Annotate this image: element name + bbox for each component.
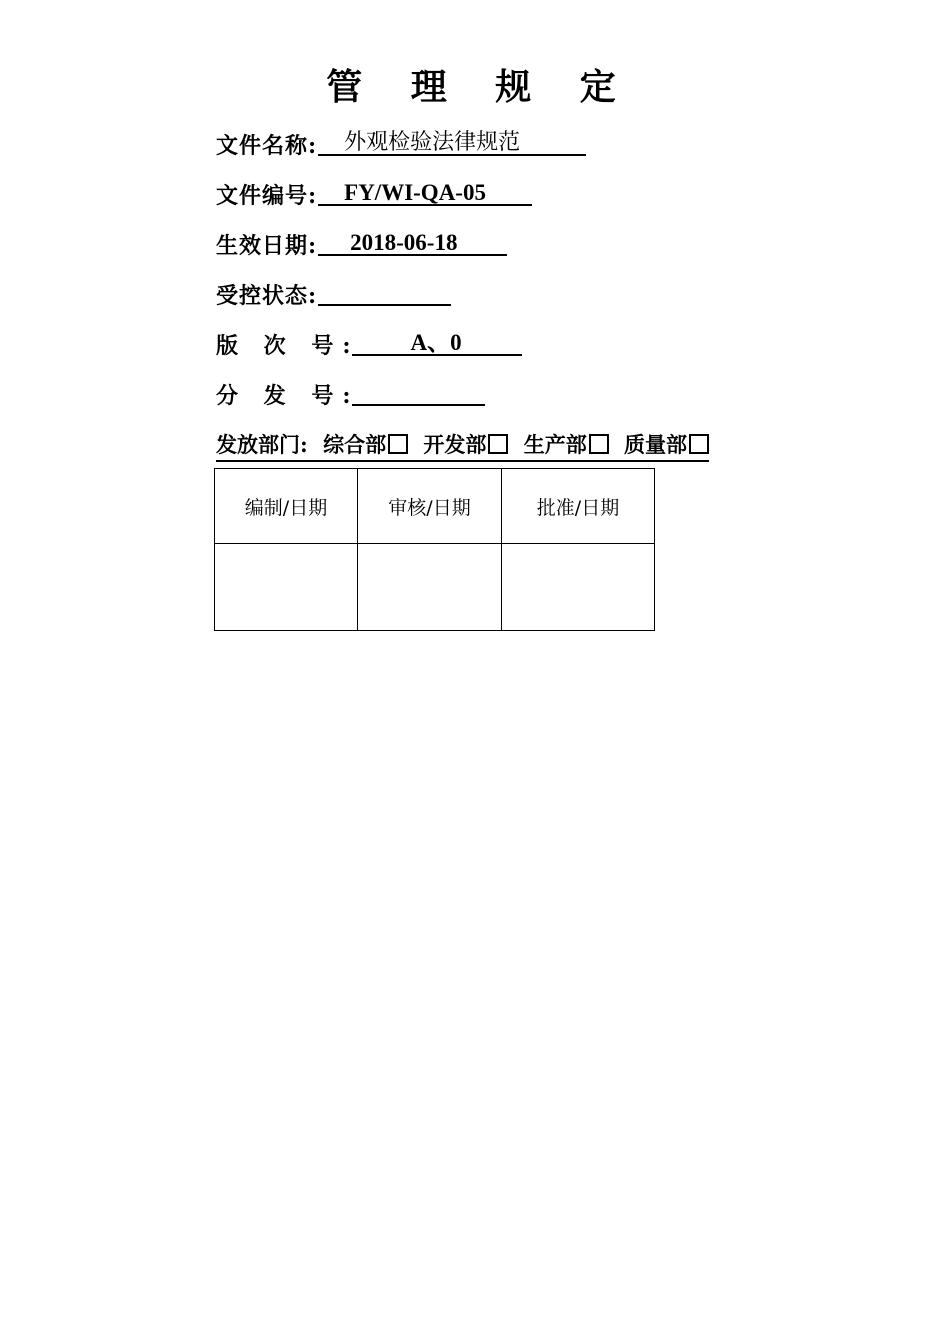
cell-prepared[interactable] <box>215 544 358 631</box>
field-label: 文件名称 <box>216 133 309 159</box>
dept-label: 生产部 <box>523 432 587 457</box>
field-colon: : <box>342 383 351 409</box>
checkbox-development[interactable] <box>488 434 508 454</box>
dept-quality <box>624 432 709 457</box>
field-label: 版 次 号 <box>216 333 343 359</box>
header-approved-date: 批准/日期 <box>502 469 655 544</box>
field-label: 受控状态 <box>216 283 309 309</box>
document-title: 管 理 规 定 <box>326 67 634 108</box>
field-colon: : <box>308 183 317 209</box>
distribution-label: 发放部门: <box>216 432 308 457</box>
document-number-value: FY/WI-QA-05 <box>318 180 532 206</box>
version-number-value: A、0 <box>352 330 522 356</box>
document-name-value: 外观检验法律规范 <box>318 130 586 156</box>
distribution-departments <box>216 430 709 462</box>
field-distribution-number <box>216 380 485 412</box>
table-header-row <box>215 469 655 544</box>
field-document-name <box>216 130 586 162</box>
cell-approved[interactable] <box>502 544 655 631</box>
checkbox-quality[interactable] <box>689 434 709 454</box>
dept-label: 综合部 <box>323 432 387 457</box>
dept-development <box>423 432 508 457</box>
effective-date-value: 2018-06-18 <box>318 230 507 256</box>
field-document-number <box>216 180 532 212</box>
distribution-number-value <box>352 380 485 406</box>
checkbox-general[interactable] <box>388 434 408 454</box>
control-status-value <box>318 280 451 306</box>
field-colon: : <box>308 233 317 259</box>
dept-production <box>524 432 609 457</box>
dept-general <box>323 432 408 457</box>
field-label: 分 发 号 <box>216 383 343 409</box>
field-version-number <box>216 330 522 362</box>
field-colon: : <box>308 133 317 159</box>
field-colon: : <box>308 283 317 309</box>
checkbox-production[interactable] <box>589 434 609 454</box>
header-prepared-date: 编制/日期 <box>215 469 358 544</box>
signature-table <box>214 468 655 631</box>
dept-label: 开发部 <box>423 432 487 457</box>
header-reviewed-date: 审核/日期 <box>358 469 502 544</box>
cell-reviewed[interactable] <box>358 544 502 631</box>
field-label: 文件编号 <box>216 183 309 209</box>
field-control-status <box>216 280 451 312</box>
table-row <box>215 544 655 631</box>
dept-label: 质量部 <box>624 432 688 457</box>
field-label: 生效日期 <box>216 233 309 259</box>
field-effective-date <box>216 230 507 262</box>
field-colon: : <box>342 333 351 359</box>
